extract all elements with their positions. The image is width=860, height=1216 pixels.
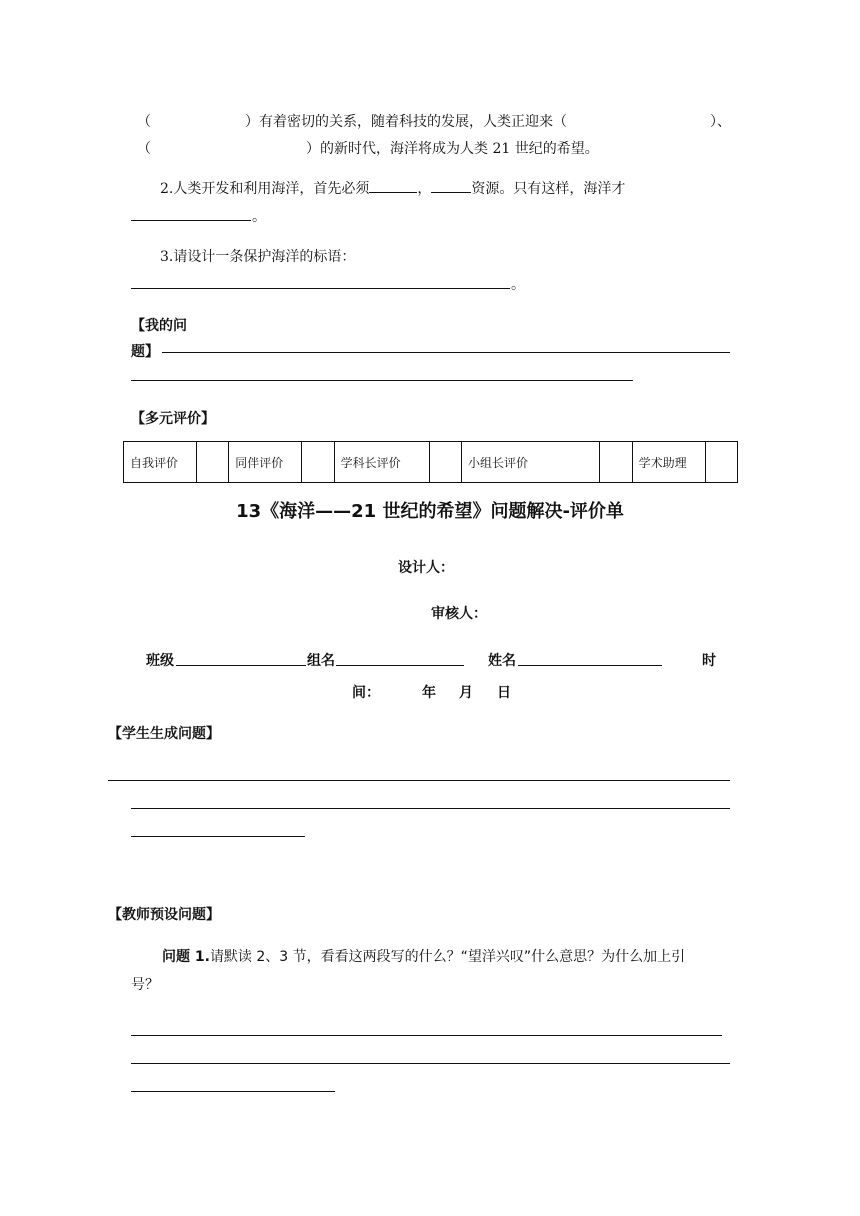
evaluation-heading: 【多元评价】 xyxy=(131,411,215,427)
year-label: 年 xyxy=(422,685,436,701)
question-2-end: 。 xyxy=(252,209,266,225)
eval-peer-box[interactable] xyxy=(302,442,334,483)
my-question-line-1[interactable] xyxy=(162,352,730,353)
month-label: 月 xyxy=(459,685,473,701)
blank-2a[interactable] xyxy=(369,178,417,193)
designer-label: 设计人： xyxy=(398,560,454,576)
question-2-prefix: 2.人类开发和利用海洋，首先必须 xyxy=(160,181,370,197)
answer-line-2[interactable] xyxy=(131,1063,730,1064)
paren-open: （ xyxy=(137,114,151,130)
slogan-line-b[interactable] xyxy=(243,288,510,289)
eval-group-leader: 小组长评价 xyxy=(461,442,599,483)
line1-close: ）、 xyxy=(710,114,731,130)
paren-open-2: （ xyxy=(137,141,151,157)
eval-group-leader-box[interactable] xyxy=(600,442,632,483)
teacher-question-1 xyxy=(162,946,685,966)
my-question-label-2: 题】 xyxy=(131,344,159,360)
answer-line-3[interactable] xyxy=(131,1091,335,1092)
eval-self: 自我评价 xyxy=(124,442,197,483)
class-field[interactable] xyxy=(176,665,306,666)
student-line-3[interactable] xyxy=(131,836,305,837)
question-2-suffix: 资源。只有这样，海洋才 xyxy=(471,181,626,197)
page-title: 13《海洋——21 世纪的希望》问题解决-评价单 xyxy=(236,501,624,522)
my-question-label-1: 【我的问 xyxy=(131,318,187,334)
question-2-comma: ， xyxy=(417,181,432,197)
line1-text: ）有着密切的关系，随着科技的发展，人类正迎来（ xyxy=(245,114,567,130)
question-3-end: 。 xyxy=(511,277,525,293)
day-label: 日 xyxy=(497,685,511,701)
student-line-1[interactable] xyxy=(108,780,730,781)
reviewer-label: 审核人： xyxy=(431,606,487,622)
line2-text: ）的新时代，海洋将成为人类 21 世纪的希望。 xyxy=(306,141,599,157)
my-question-line-2[interactable] xyxy=(131,380,633,381)
group-field[interactable] xyxy=(336,665,464,666)
eval-subject-leader-box[interactable] xyxy=(429,442,461,483)
eval-academic-assistant: 学术助理 xyxy=(632,442,705,483)
teacher-question-1-text: 请默读 2、3 节，看看这两段写的什么？“望洋兴叹”什么意思？为什么加上引 xyxy=(209,949,686,965)
slogan-line-a[interactable] xyxy=(131,288,243,289)
teacher-question-1-text-2: 号？ xyxy=(131,977,159,993)
evaluation-table xyxy=(123,441,738,483)
class-label: 班级 xyxy=(146,653,174,669)
time-label-b: 间： xyxy=(352,685,380,701)
blank-2c[interactable] xyxy=(131,220,251,221)
eval-academic-assistant-box[interactable] xyxy=(705,442,737,483)
student-line-2[interactable] xyxy=(131,808,730,809)
eval-self-box[interactable] xyxy=(197,442,229,483)
name-field[interactable] xyxy=(518,665,662,666)
name-label: 姓名 xyxy=(488,653,516,669)
blank-2b[interactable] xyxy=(431,178,471,193)
answer-line-1[interactable] xyxy=(131,1035,722,1036)
eval-subject-leader: 学科长评价 xyxy=(334,442,429,483)
time-label-a: 时 xyxy=(702,653,716,669)
question-3: 3.请设计一条保护海洋的标语： xyxy=(160,249,356,265)
teacher-question-1-label: 问题 1. xyxy=(162,949,210,965)
student-questions-heading: 【学生生成问题】 xyxy=(108,726,220,742)
group-label: 组名 xyxy=(307,653,335,669)
eval-peer: 同伴评价 xyxy=(229,442,302,483)
question-2 xyxy=(160,178,625,198)
teacher-questions-heading: 【教师预设问题】 xyxy=(108,907,220,923)
